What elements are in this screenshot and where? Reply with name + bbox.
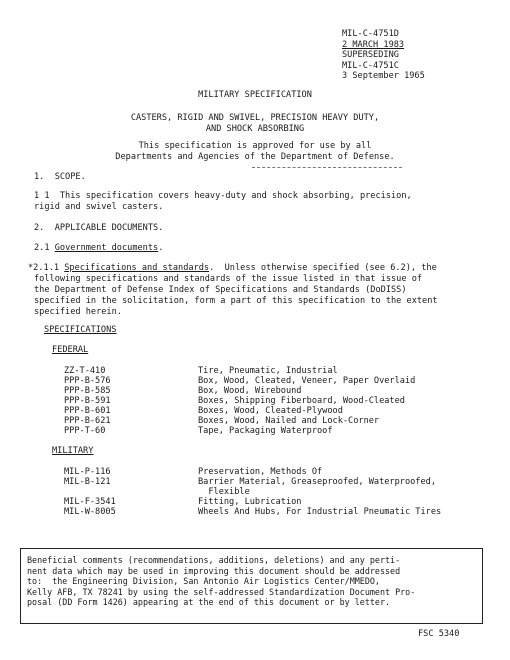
title-line-1: CASTERS, RIGID AND SWIVEL, PRECISION HEAVY DUTY, xyxy=(130,113,380,123)
section-2-heading: 2. APPLICABLE DOCUMENTS. xyxy=(34,223,164,233)
spec-description: Boxes, Wood, Nailed and Lock-Corner xyxy=(198,416,380,426)
spec-code: PPP-T-60 xyxy=(64,426,106,436)
superseded-date: 3 September 1965 xyxy=(342,71,425,81)
spec-description: Boxes, Shipping Fiberboard, Wood-Cleated xyxy=(198,396,405,406)
spec-code: MIL-P-116 xyxy=(64,467,111,477)
section-2-1-1-line-2: following specifications and standards of the issue listed in that issue of xyxy=(34,274,423,284)
document-header xyxy=(342,29,425,82)
approval-line-2: Departments and Agencies of the Department of Defense. xyxy=(115,152,395,162)
comment-line-3: to: the Engineering Division, San Antonio Air Logistics Center/MMEDO, xyxy=(27,576,380,587)
military-heading: MILITARY xyxy=(52,446,94,456)
spec-description: Tire, Pneumatic, Industrial xyxy=(198,366,338,376)
title-line-2: AND SHOCK ABSORBING xyxy=(205,124,305,134)
spec-description: Wheels And Hubs, For Industrial Pneumatic Tires xyxy=(198,507,442,517)
section-2-1-title: Government documents xyxy=(54,243,159,253)
spec-code: PPP-B-601 xyxy=(64,406,111,416)
section-1-1-line-2: rigid and swivel casters. xyxy=(34,202,164,212)
spec-description: Preservation, Methods Of xyxy=(198,467,323,477)
section-2-1-1-rest: . Unless otherwise specified (see 6.2), the xyxy=(209,263,437,273)
spec-description: Boxes, Wood, Cleated-Plywood xyxy=(198,406,343,416)
section-2-1-1-line-3: the Department of Defense Index of Specifications and Standards (DoDISS) xyxy=(34,285,407,295)
spec-description: Box, Wood, Cleated, Veneer, Paper Overlaid xyxy=(198,376,416,386)
superseding-label: SUPERSEDING xyxy=(342,50,399,60)
section-2-1-1-line-5: specified herein. xyxy=(34,307,122,317)
beneficial-comments-box xyxy=(20,548,483,624)
spec-code: ZZ-T-410 xyxy=(64,366,106,376)
doc-id: MIL-C-4751D xyxy=(342,29,399,39)
section-2-1-1-title: Specifications and standards xyxy=(64,263,210,273)
spec-description: Tape, Packaging Waterproof xyxy=(198,426,333,436)
comment-line-2: nent data which may be used in improving this document should be addressed xyxy=(27,565,401,576)
comment-line-5: posal (DD Form 1426) appearing at the end of this document or by letter. xyxy=(27,597,391,608)
spec-code: PPP-B-576 xyxy=(64,376,111,386)
section-2-1-1-line-4: specified in the solicitation, form a part of this specification to the extent xyxy=(34,296,438,306)
section-2-1-1-line-1 xyxy=(28,263,437,274)
federal-heading: FEDERAL xyxy=(52,345,89,355)
fsc-code: FSC 5340 xyxy=(418,629,460,639)
spec-code: MIL-W-8005 xyxy=(64,507,116,517)
spec-description: Box, Wood, Wirebound xyxy=(198,386,302,396)
approval-line-1: This specification is approved for use by all xyxy=(138,141,372,151)
comment-line-1: Beneficial comments (recommendations, additions, deletions) and any perti- xyxy=(27,555,401,565)
section-1-1-line-1: 1 1 This specification covers heavy-duty and shock absorbing, precision, xyxy=(34,191,412,201)
comment-line-4: Kelly AFB, TX 78241 by using the self-addressed Standardization Document Pro- xyxy=(27,586,416,597)
spec-type-heading: MILITARY SPECIFICATION xyxy=(198,90,312,100)
spec-code: PPP-B-585 xyxy=(64,386,111,396)
spec-description-continued: Flexible xyxy=(198,487,250,497)
section-2-1-1-number: *2.1.1 xyxy=(28,263,60,273)
superseded-id: MIL-C-4751C xyxy=(342,60,399,71)
section-2-1-end: . xyxy=(158,243,164,253)
section-2-1-number: 2.1 xyxy=(34,243,50,253)
specifications-heading: SPECIFICATIONS xyxy=(44,325,117,335)
spec-code: PPP-B-621 xyxy=(64,416,111,426)
spec-code: MIL-B-121 xyxy=(64,477,111,487)
spec-description: Barrier Material, Greaseproofed, Waterproofed, xyxy=(198,477,436,487)
spec-code: PPP-B-591 xyxy=(64,396,111,406)
spec-description: Fitting, Lubrication xyxy=(198,497,302,507)
dashed-rule xyxy=(252,167,402,168)
spec-code: MIL-F-3541 xyxy=(64,497,116,507)
section-1-heading: 1. SCOPE. xyxy=(34,172,86,182)
doc-date: 2 MARCH 1983 xyxy=(342,39,405,50)
section-2-1 xyxy=(34,243,163,254)
